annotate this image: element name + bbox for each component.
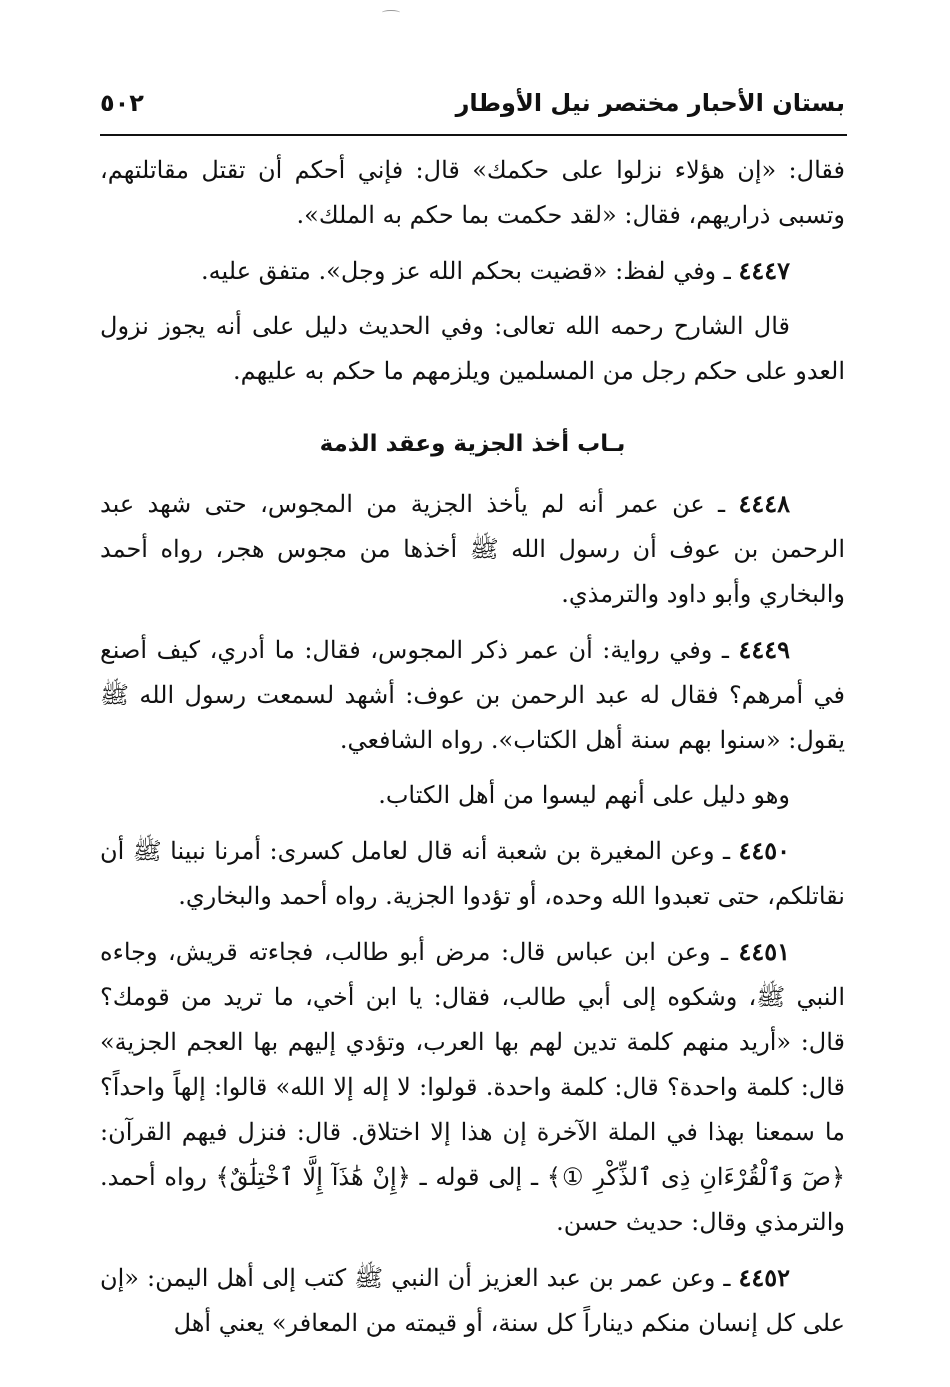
section-title: بـاب أخذ الجزية وعقد الذمة (319, 431, 626, 457)
hadith-text: ـ وعن عمر بن عبد العزيز أن النبي ﷺ كتب إلى أهل اليمن: «إن على كل إنسان منكم ديناراً كل سنة، أو قيمته من المعافر» يعني أهل (100, 1264, 845, 1337)
header-rule (100, 134, 847, 136)
page-body (100, 148, 845, 1356)
hadith-text: ـ وعن ابن عباس قال: مرض أبو طالب، فجاءته قريش، وجاءه النبي ﷺ، وشكوه إلى أبي طالب، فقال: يا ابن أخي، ما تريد من قومك؟ قال: «أريد منهم كلمة تدين لهم بها العرب، وتؤدي إليهم بها العجم الجزية» قال: كلمة واحدة؟ قال: كلمة واحدة. قولوا: لا إله إلا الله» قالوا: إلهاً واحداً؟ ما سمعنا بهذا في الملة الآخرة إن هذا إلا اختلاق. قال: فنزل فيهم القرآن: ﴿صٓ وَٱلْقُرْءَانِ ذِى ٱلذِّكْرِ ①﴾ ـ إلى قوله ـ ﴿إِنْ هَٰذَآ إِلَّا ٱخْتِلَٰقٌ﴾ رواه أحمد. والترمذي وقال: حديث حسن. (100, 938, 845, 1236)
hadith-text: ـ عن عمر أنه لم يأخذ الجزية من المجوس، حتى شهد عبد الرحمن بن عوف أن رسول الله ﷺ أخذها من مجوس هجر، رواه أحمد والبخاري وأبو داود والترمذي. (100, 490, 845, 608)
hadith-4450 (100, 828, 845, 919)
hadith-text: ـ وفي لفظ: «قضيت بحكم الله عز وجل». متفق عليه. (201, 257, 739, 285)
hadith-4447 (100, 248, 845, 294)
hadith-number: ٤٤٤٧ (738, 256, 790, 285)
hadith-4448 (100, 481, 845, 617)
hadith-text: ـ وعن المغيرة بن شعبة أنه قال لعامل كسرى: أمرنا نبينا ﷺ أن نقاتلكم، حتى تعبدوا الله وحده، أو تؤدوا الجزية. رواه أحمد والبخاري. (100, 837, 845, 910)
commentary-paragraph: قال الشارح رحمه الله تعالى: وفي الحديث دليل على أنه يجوز نزول العدو على حكم رجل من المسلمين ويلزمهم ما حكم به عليهم. (100, 312, 845, 385)
scan-mark (382, 10, 400, 15)
hadith-number: ٤٤٤٨ (738, 489, 790, 518)
hadith-number: ٤٤٤٩ (738, 635, 790, 664)
hadith-number: ٤٤٥٠ (738, 836, 790, 865)
running-title: بستان الأحبار مختصر نيل الأوطار (455, 89, 845, 117)
hadith-text: ـ وفي رواية: أن عمر ذكر المجوس، فقال: ما أدري، كيف أصنع في أمرهم؟ فقال له عبد الرحمن بن عوف: أشهد لسمعت رسول الله ﷺ يقول: «سنوا بهم سنة أهل الكتاب». رواه الشافعي. (100, 636, 845, 754)
hadith-number: ٤٤٥٢ (738, 1263, 790, 1292)
page-header (100, 78, 845, 128)
hadith-4449 (100, 627, 845, 763)
page-number: ٥٠٢ (100, 89, 144, 117)
paragraph-continuation: فقال: «إن هؤلاء نزلوا على حكمك» قال: فإني أحكم أن تقتل مقاتلتهم، وتسبى ذراريهم، فقال: «لقد حكمت بما حكم به الملك». (100, 156, 846, 229)
hadith-number: ٤٤٥١ (738, 937, 790, 966)
hadith-4452 (100, 1255, 845, 1346)
hadith-4451 (100, 929, 845, 1245)
commentary-note: وهو دليل على أنهم ليسوا من أهل الكتاب. (378, 781, 790, 809)
